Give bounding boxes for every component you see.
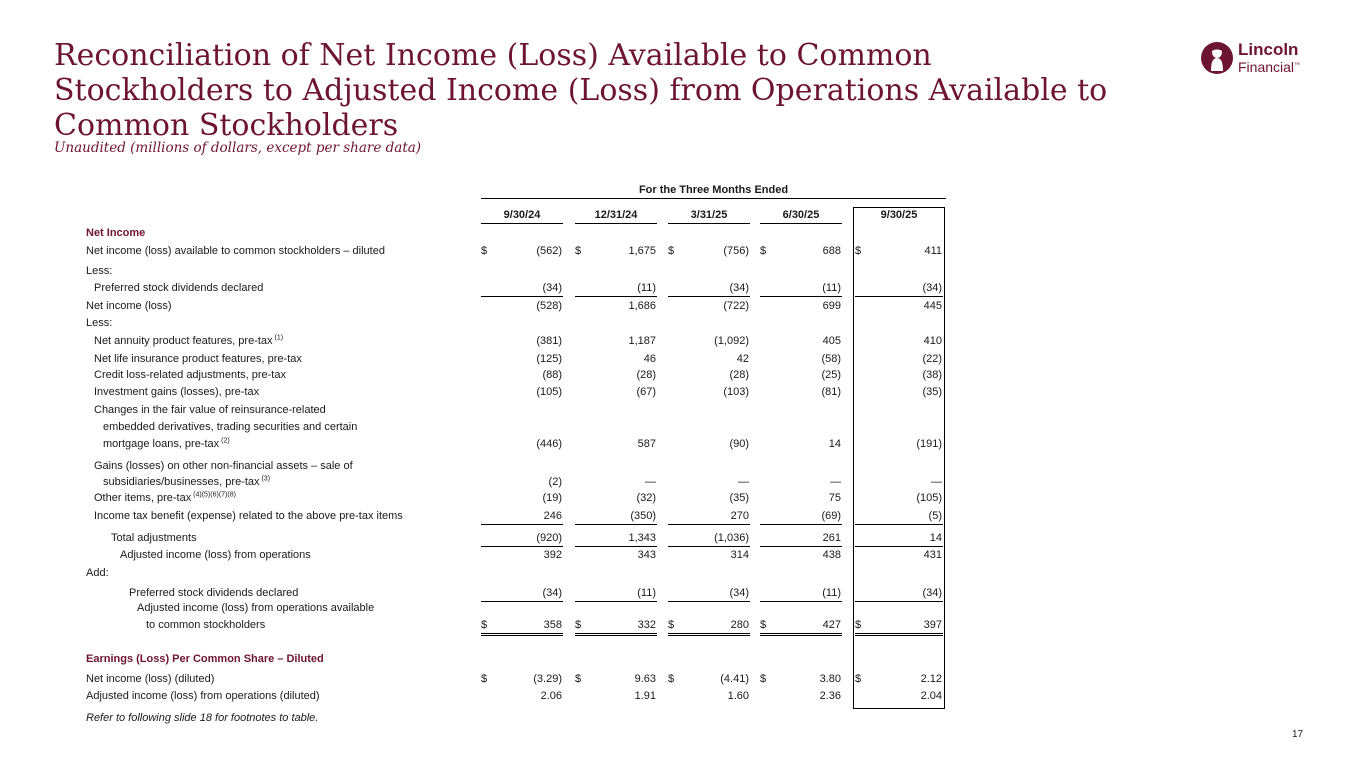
table-cell	[760, 384, 842, 400]
dollar-sign: $	[575, 673, 582, 685]
dollar-sign: $	[481, 673, 488, 685]
table-cell	[760, 490, 842, 506]
row-label: Preferred stock dividends declared	[129, 587, 299, 599]
cell-value: (920)	[536, 532, 562, 544]
cell-value: 1,686	[628, 300, 656, 312]
dollar-sign: $	[668, 619, 675, 631]
cell-value: 427	[822, 619, 841, 631]
cell-value: (562)	[536, 245, 562, 257]
table-cell	[855, 333, 943, 349]
cell-value: (1,092)	[714, 335, 749, 347]
cell-value: 688	[822, 245, 841, 257]
table-row	[86, 565, 948, 581]
table-cell	[855, 617, 943, 636]
table-cell	[855, 367, 943, 383]
cell-value: (19)	[542, 492, 562, 504]
row-label: Preferred stock dividends declared	[94, 282, 264, 294]
row-label: Earnings (Loss) Per Common Share – Diluted	[86, 653, 324, 665]
table-cell	[855, 243, 943, 259]
table-cell	[668, 530, 750, 547]
cell-value: (3.29)	[533, 673, 562, 685]
column-header: 9/30/25	[880, 209, 918, 221]
table-row	[86, 315, 948, 331]
table-row	[86, 600, 948, 616]
dollar-sign: $	[668, 673, 675, 685]
table-cell	[481, 474, 563, 490]
row-label: embedded derivatives, trading securities and certain	[103, 421, 358, 433]
table-row	[86, 458, 948, 474]
row-label: Less:	[86, 265, 113, 277]
cell-value: 358	[543, 619, 562, 631]
column-header: 3/31/25	[668, 207, 750, 224]
table-cell	[575, 367, 657, 383]
table-row	[86, 384, 948, 400]
table-cell	[760, 280, 842, 297]
table-cell	[481, 367, 563, 383]
cell-value: 9.63	[634, 673, 656, 685]
cell-value: —	[738, 476, 749, 488]
cell-value: (67)	[636, 386, 656, 398]
lincoln-financial-logo	[1200, 38, 1312, 80]
row-label: Income tax benefit (expense) related to the above pre-tax items	[94, 510, 403, 522]
table-cell	[855, 384, 943, 400]
dollar-sign: $	[481, 245, 488, 257]
dollar-sign: $	[855, 673, 862, 685]
table-cell	[760, 436, 842, 452]
row-label: Changes in the fair value of reinsurance-related	[94, 404, 326, 416]
dollar-sign: $	[760, 673, 767, 685]
table-row	[86, 402, 948, 418]
table-cell	[668, 333, 750, 349]
table-cell	[760, 243, 842, 259]
cell-value: 314	[730, 549, 749, 561]
table-cell	[575, 617, 657, 636]
table-row	[86, 351, 948, 367]
row-label: Add:	[86, 567, 109, 579]
table-cell	[668, 547, 750, 563]
table-cell	[855, 688, 943, 704]
table-row	[86, 547, 948, 563]
table-cell	[855, 474, 943, 490]
table-cell	[760, 617, 842, 636]
cell-value: (25)	[821, 369, 841, 381]
row-label: Adjusted income (loss) from operations	[120, 549, 311, 561]
cell-value: (69)	[821, 510, 841, 522]
cell-value: (381)	[536, 335, 562, 347]
table-cell	[760, 367, 842, 383]
cell-value: (38)	[922, 369, 942, 381]
table-cell	[668, 280, 750, 297]
cell-value: 1,675	[628, 245, 656, 257]
cell-value: 1,343	[628, 532, 656, 544]
row-label: Total adjustments	[111, 532, 197, 544]
cell-value: (32)	[636, 492, 656, 504]
table-row	[86, 367, 948, 383]
table-cell	[668, 298, 750, 314]
table-cell	[575, 508, 657, 525]
column-header: 9/30/24	[481, 207, 563, 224]
cell-value: 261	[822, 532, 841, 544]
column-header-row	[86, 207, 948, 223]
cell-value: (11)	[822, 587, 841, 599]
table-cell	[668, 351, 750, 367]
cell-value: 14	[828, 438, 841, 450]
table-cell	[855, 298, 943, 314]
row-label: Investment gains (losses), pre-tax	[94, 386, 260, 398]
row-label: Net income (loss) (diluted)	[86, 673, 215, 685]
page-number: 17	[1292, 729, 1304, 740]
table-cell	[481, 547, 563, 563]
cell-value: 410	[923, 335, 942, 347]
table-cell	[575, 333, 657, 349]
table-row	[86, 243, 948, 259]
table-cell	[481, 280, 563, 297]
table-cell	[760, 508, 842, 525]
cell-value: (191)	[916, 438, 942, 450]
cell-value: (34)	[729, 282, 749, 294]
table-row	[86, 298, 948, 314]
table-cell	[575, 384, 657, 400]
table-row	[86, 508, 948, 524]
cell-value: —	[931, 476, 942, 488]
cell-value: (81)	[821, 386, 841, 398]
table-row	[86, 490, 948, 506]
row-label: Adjusted income (loss) from operations available	[137, 602, 375, 614]
row-label: to common stockholders	[146, 619, 266, 631]
row-label: Adjusted income (loss) from operations (diluted)	[86, 690, 320, 702]
cell-value: 438	[822, 549, 841, 561]
table-cell	[855, 436, 943, 452]
table-row	[86, 688, 948, 704]
table-cell	[855, 280, 943, 297]
section-heading-row	[86, 225, 948, 241]
table-row	[86, 263, 948, 279]
cell-value: (22)	[922, 353, 942, 365]
row-label: Net income (loss) available to common stockholders – diluted	[86, 245, 385, 257]
cell-value: 332	[637, 619, 656, 631]
trademark-mark: ™	[1294, 62, 1301, 69]
table-row	[86, 419, 948, 435]
cell-value: (103)	[723, 386, 749, 398]
cell-value: (34)	[729, 587, 749, 599]
table-cell	[668, 384, 750, 400]
page-title: Reconciliation of Net Income (Loss) Available to Common Stockholders to Adjusted Income (Loss) from Operations Available to Common Stockholders	[54, 38, 1108, 143]
cell-value: (105)	[916, 492, 942, 504]
table-cell	[575, 351, 657, 367]
cell-value: (350)	[630, 510, 656, 522]
table-cell	[855, 671, 943, 687]
table-cell	[760, 671, 842, 687]
cell-value: 14	[929, 532, 942, 544]
lincoln-portrait-icon	[1200, 38, 1234, 78]
table-row	[86, 436, 948, 452]
table-cell	[575, 280, 657, 297]
table-cell	[668, 243, 750, 259]
cell-value: 2.36	[819, 690, 841, 702]
cell-value: (35)	[922, 386, 942, 398]
table-cell	[481, 351, 563, 367]
table-cell	[481, 298, 563, 314]
cell-value: (11)	[822, 282, 841, 294]
table-cell	[575, 474, 657, 490]
page-subtitle: Unaudited (millions of dollars, except per share data)	[54, 140, 422, 156]
row-label: Net Income	[86, 227, 146, 239]
dollar-sign: $	[481, 619, 488, 631]
cell-value: 2.04	[920, 690, 942, 702]
table-row	[86, 530, 948, 546]
table-cell	[855, 351, 943, 367]
table-cell	[668, 367, 750, 383]
cell-value: (528)	[536, 300, 562, 312]
cell-value: 431	[923, 549, 942, 561]
cell-value: 2.06	[540, 690, 562, 702]
cell-value: (11)	[637, 282, 656, 294]
table-row	[86, 617, 948, 633]
table-cell	[575, 490, 657, 506]
table-footnote: Refer to following slide 18 for footnotes to table.	[86, 712, 319, 724]
cell-value: 445	[923, 300, 942, 312]
cell-value: (58)	[821, 353, 841, 365]
cell-value: (105)	[536, 386, 562, 398]
table-cell	[668, 474, 750, 490]
cell-value: 411	[924, 245, 942, 257]
column-header: 12/31/24	[575, 207, 657, 224]
cell-value: 2.12	[920, 673, 942, 685]
cell-value: 343	[637, 549, 656, 561]
cell-value: 1.91	[634, 690, 656, 702]
cell-value: 42	[736, 353, 749, 365]
table-cell	[481, 333, 563, 349]
period-header: For the Three Months Ended	[481, 183, 946, 199]
cell-value: 75	[828, 492, 841, 504]
table-row	[86, 474, 948, 490]
cell-value: (90)	[729, 438, 749, 450]
table-cell	[668, 508, 750, 525]
row-label: subsidiaries/businesses, pre-tax $^{(3)}$	[103, 475, 271, 488]
cell-value: (1,036)	[714, 532, 749, 544]
cell-value: (722)	[723, 300, 749, 312]
footnote-reference: (1)	[272, 334, 284, 342]
table-cell	[481, 508, 563, 525]
dollar-sign: $	[575, 619, 582, 631]
table-row	[86, 585, 948, 601]
cell-value: 1,187	[628, 335, 656, 347]
cell-value: (88)	[542, 369, 562, 381]
table-cell	[481, 617, 563, 636]
cell-value: —	[830, 476, 841, 488]
table-cell	[668, 490, 750, 506]
table-cell	[760, 688, 842, 704]
footnote-reference: (4)(5)(6)(7)(8)	[191, 491, 236, 499]
table-cell	[760, 530, 842, 547]
table-cell	[575, 547, 657, 563]
cell-value: 405	[822, 335, 841, 347]
table-cell	[760, 351, 842, 367]
table-cell	[575, 671, 657, 687]
table-row	[86, 280, 948, 296]
dollar-sign: $	[760, 245, 767, 257]
row-label: Credit loss-related adjustments, pre-tax	[94, 369, 286, 381]
logo-wordmark-lincoln: Lincoln	[1238, 40, 1299, 59]
table-cell	[668, 617, 750, 636]
cell-value: (28)	[636, 369, 656, 381]
table-row	[86, 671, 948, 687]
row-label: Net annuity product features, pre-tax $^{(1)}$	[94, 334, 284, 347]
table-cell	[481, 671, 563, 687]
dollar-sign: $	[855, 619, 862, 631]
cell-value: 392	[543, 549, 562, 561]
row-label: Gains (losses) on other non-financial assets – sale of	[94, 460, 353, 472]
table-cell	[575, 243, 657, 259]
row-label: Net income (loss)	[86, 300, 172, 312]
table-cell	[575, 530, 657, 547]
table-cell	[855, 547, 943, 563]
cell-value: (34)	[542, 282, 562, 294]
cell-value: 3.80	[819, 673, 841, 685]
table-cell	[668, 671, 750, 687]
cell-value: 397	[923, 619, 942, 631]
table-cell	[481, 243, 563, 259]
table-cell	[668, 436, 750, 452]
table-cell	[760, 298, 842, 314]
cell-value: —	[645, 476, 656, 488]
row-label: mortgage loans, pre-tax $^{(2)}$	[103, 437, 230, 450]
cell-value: (34)	[922, 282, 942, 294]
cell-value: (4.41)	[720, 673, 749, 685]
cell-value: (2)	[548, 476, 562, 488]
cell-value: 270	[730, 510, 749, 522]
cell-value: (125)	[536, 353, 562, 365]
cell-value: (5)	[928, 510, 942, 522]
table-cell	[481, 688, 563, 704]
table-cell	[760, 333, 842, 349]
logo-wordmark-financial: Financial™	[1238, 59, 1301, 75]
dollar-sign: $	[855, 245, 862, 257]
table-cell	[575, 436, 657, 452]
cell-value: 587	[637, 438, 656, 450]
cell-value: (34)	[542, 587, 562, 599]
cell-value: (28)	[729, 369, 749, 381]
table-cell	[481, 436, 563, 452]
table-row	[86, 333, 948, 349]
cell-value: (446)	[536, 438, 562, 450]
table-cell	[760, 474, 842, 490]
table-cell	[575, 298, 657, 314]
cell-value: (35)	[729, 492, 749, 504]
row-label: Other items, pre-tax $^{(4)(5)(6)(7)(8)}$	[94, 491, 236, 504]
column-header: 6/30/25	[760, 207, 842, 224]
table-cell	[855, 530, 943, 547]
dollar-sign: $	[760, 619, 767, 631]
cell-value: 1.60	[727, 690, 749, 702]
table-cell	[855, 508, 943, 525]
section-heading-row	[86, 651, 948, 667]
row-label: Net life insurance product features, pre-tax	[94, 353, 302, 365]
cell-value: 46	[643, 353, 656, 365]
table-cell	[481, 530, 563, 547]
cell-value: (34)	[922, 587, 942, 599]
footnote-reference: (3)	[259, 475, 271, 483]
table-cell	[481, 384, 563, 400]
footnote-reference: (2)	[219, 437, 230, 445]
cell-value: 699	[822, 300, 841, 312]
dollar-sign: $	[575, 245, 582, 257]
table-cell	[668, 688, 750, 704]
cell-value: (756)	[723, 245, 749, 257]
table-cell	[760, 547, 842, 563]
table-cell	[575, 688, 657, 704]
cell-value: 246	[543, 510, 562, 522]
row-label: Less:	[86, 317, 113, 329]
cell-value: 280	[730, 619, 749, 631]
table-cell	[481, 490, 563, 506]
cell-value: (11)	[637, 587, 656, 599]
table-cell	[855, 490, 943, 506]
dollar-sign: $	[668, 245, 675, 257]
